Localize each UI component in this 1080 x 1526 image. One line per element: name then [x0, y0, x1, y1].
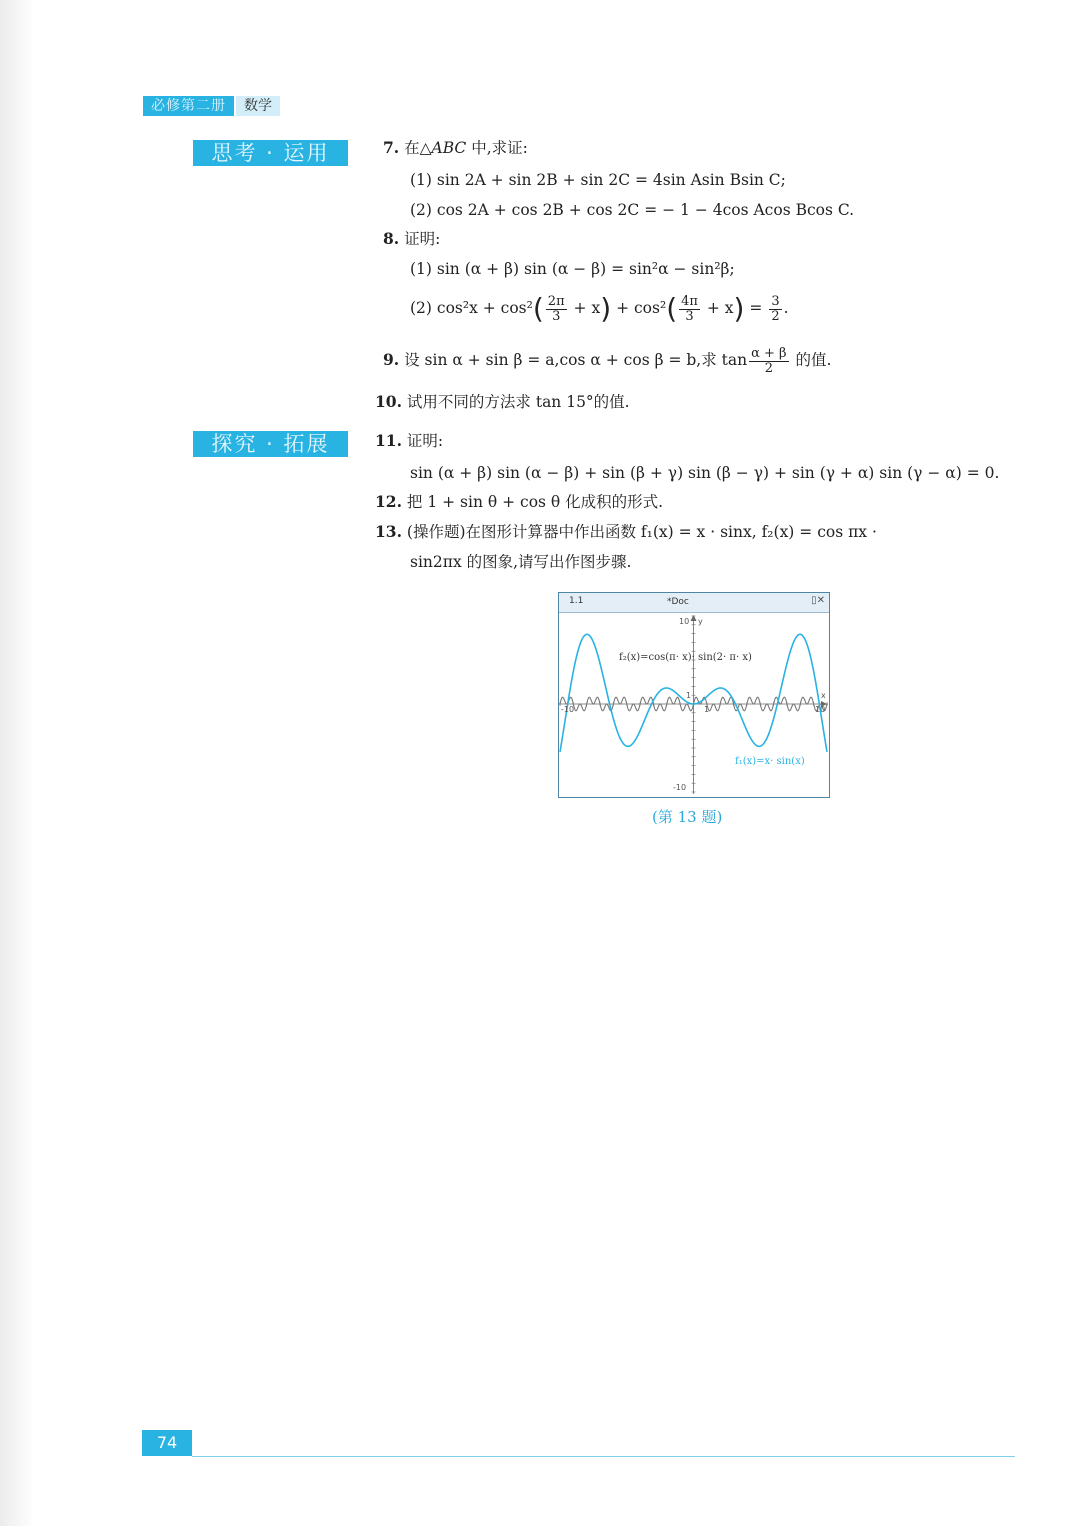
formula-text: + x — [701, 299, 734, 317]
left-paren: ( — [532, 292, 544, 325]
page-number: 74 — [142, 1430, 192, 1456]
calculator-screen — [558, 592, 830, 798]
fraction — [749, 347, 788, 376]
header-tag — [143, 96, 280, 116]
problem-text: (操作题)在图形计算器中作出函数 f₁(x) = x · sinx, f₂(x) = cos πx · — [406, 523, 877, 541]
function-plot — [559, 612, 828, 796]
problem-7-part-2: (2) cos 2A + cos 2B + cos 2C = − 1 − 4cos Acos Bcos C. — [410, 201, 855, 219]
right-paren: ) — [733, 292, 745, 325]
page-spine-shade — [0, 0, 34, 1526]
window-controls-icon: ▯✕ — [811, 595, 825, 606]
problem-13-line-2: sin2πx 的图象,请写出作图步骤. — [410, 553, 632, 571]
part-label: (2) — [410, 299, 432, 317]
document-title: *Doc — [667, 597, 689, 607]
formula-text: . — [783, 299, 789, 317]
problem-8-part-1: (1) sin (α + β) sin (α − β) = sin²α − sin²β; — [410, 260, 735, 278]
problem-11-formula: sin (α + β) sin (α − β) + sin (β + γ) sin (β − γ) + sin (γ + α) sin (γ − α) = 0. — [410, 464, 1000, 482]
problem-text: 中,求证: — [466, 139, 528, 157]
triangle-name: ABC — [431, 139, 467, 157]
denominator: 2 — [764, 360, 773, 376]
fraction — [679, 295, 700, 324]
problem-13-line-1 — [375, 522, 877, 542]
fraction — [546, 295, 567, 324]
problem-number: 10. — [375, 392, 402, 411]
numerator: α + β — [751, 345, 787, 361]
problem-number: 11. — [375, 431, 402, 450]
problem-7-stem — [383, 138, 528, 158]
denominator: 2 — [771, 308, 780, 324]
problem-11-stem — [375, 431, 443, 451]
problem-9 — [383, 343, 831, 377]
subject-title: 数学 — [236, 96, 280, 116]
x-min-label: -10 — [561, 705, 575, 714]
problem-7-part-1: (1) sin 2A + sin 2B + sin 2C = 4sin Asin Bsin C; — [410, 171, 786, 189]
problem-8-part-2 — [410, 289, 789, 328]
problem-8-stem — [383, 229, 440, 249]
problem-12 — [375, 492, 663, 512]
problem-number: 9. — [383, 350, 400, 369]
problem-text: 设 sin α + sin β = a,cos α + cos β = b,求 tan — [404, 351, 748, 369]
right-paren: ) — [600, 292, 612, 325]
denominator: 3 — [552, 308, 561, 324]
fraction — [769, 295, 781, 324]
formula-text: + x — [568, 299, 601, 317]
numerator: 4π — [681, 293, 698, 309]
y-max-label: 10 — [679, 617, 690, 626]
section-banner-explore: 探究 · 拓展 — [193, 431, 348, 457]
problem-text: 证明: — [406, 432, 444, 450]
x-max-label: 10 — [815, 705, 826, 714]
formula-text: = — [744, 299, 768, 317]
numerator: 3 — [771, 293, 780, 309]
problem-number: 7. — [383, 138, 400, 157]
footer-divider — [192, 1456, 1015, 1457]
problem-number: 8. — [383, 229, 400, 248]
denominator: 3 — [685, 308, 694, 324]
y-one-label: 1 — [686, 691, 692, 700]
problem-text: 在△ — [404, 139, 432, 157]
formula-text: + cos² — [611, 299, 667, 317]
x-axis-label: x — [821, 691, 826, 700]
problem-text: 试用不同的方法求 tan 15°的值. — [406, 393, 630, 411]
problem-number: 12. — [375, 492, 402, 511]
left-paren: ( — [666, 292, 678, 325]
calculator-titlebar — [559, 593, 829, 613]
series-f1-label: f₁(x)=x· sin(x) — [735, 756, 805, 767]
series-f2-label: f₂(x)=cos(π· x)· sin(2· π· x) — [619, 652, 752, 663]
problem-text: 的值. — [790, 351, 832, 369]
y-axis-label: y — [698, 617, 703, 626]
book-title: 必修第二册 — [143, 96, 234, 116]
formula-text: cos²x + cos² — [436, 299, 533, 317]
section-banner-think: 思考 · 运用 — [193, 140, 348, 166]
x-one-label: 1 — [704, 705, 710, 714]
numerator: 2π — [547, 293, 565, 309]
page-tab: 1.1 — [569, 596, 584, 606]
problem-number: 13. — [375, 522, 402, 541]
problem-10 — [375, 392, 630, 412]
problem-text: 把 1 + sin θ + cos θ 化成积的形式. — [406, 493, 664, 511]
problem-text: 证明: — [404, 230, 441, 248]
figure-caption: (第 13 题) — [652, 808, 723, 826]
y-min-label: -10 — [673, 783, 687, 792]
